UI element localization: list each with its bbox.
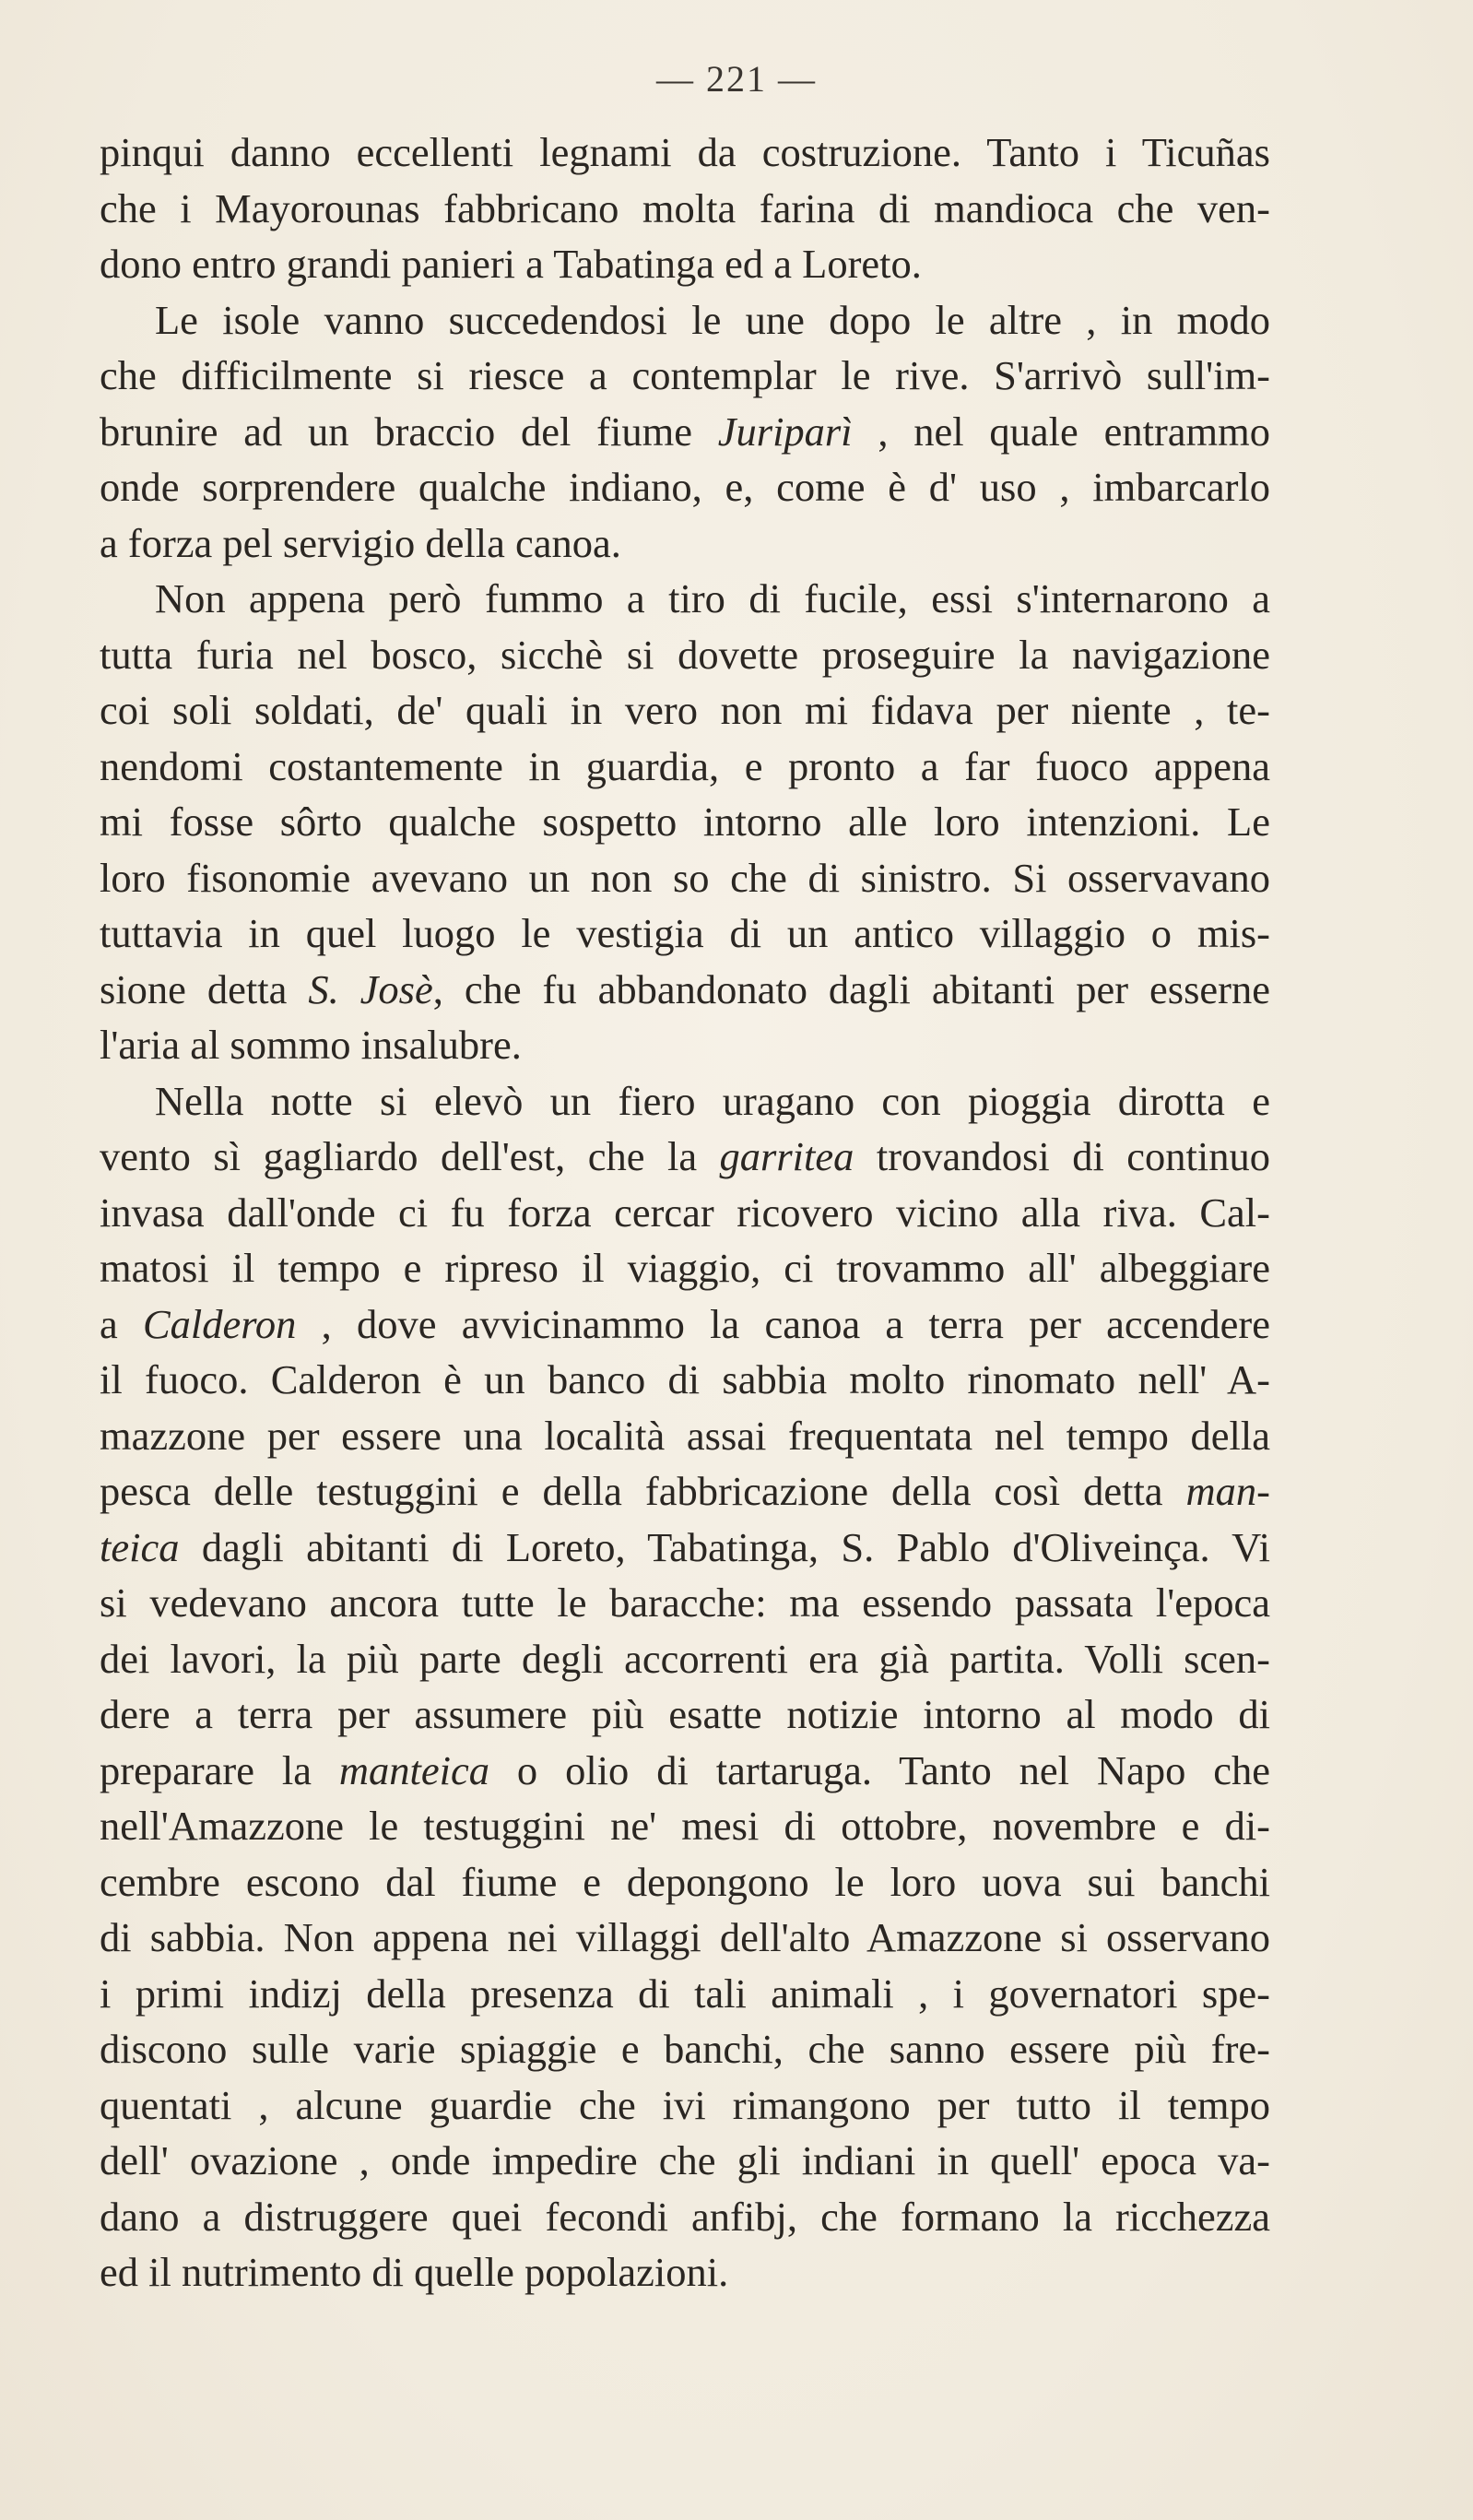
text-line: ed il nutrimento di quelle popolazioni. [100,2249,729,2295]
text-line: vento sì gagliardo dell'est, che la garritea trovandosi di continuo [100,1133,1270,1179]
text-line: Le isole vanno succedendosi le une dopo le altre , in modo [155,296,1270,343]
italic-term: man- [1185,1468,1270,1514]
text-line: teica dagli abitanti di Loreto, Tabatinga, S. Pablo d'Oliveinça. Vi [100,1523,1270,1570]
text-line: Nella notte si elevò un fiero uragano con pioggia dirotta e [155,1077,1270,1124]
text-line: sione detta S. Josè, che fu abbandonato dagli abitanti per esserne [100,965,1270,1012]
page-number: — 221 — [656,58,817,100]
text-line: mi fosse sôrto qualche sospetto intorno alle loro intenzioni. Le [100,799,1270,845]
text-line: matosi il tempo e ripreso il viaggio, ci trovammo all' albeggiare [100,1245,1270,1291]
text-line: che i Mayorounas fabbricano molta farina di mandioca che ven- [100,184,1270,231]
paragraph [100,571,1270,1073]
text-line: mazzone per essere una località assai frequentata nel tempo della [100,1412,1270,1459]
italic-term: Calderon [142,1300,297,1347]
text-line: cembre escono dal fiume e depongono le loro uova sui banchi [100,1858,1270,1905]
text-line: dei lavori, la più parte degli accorrenti era già partita. Volli scen- [100,1635,1270,1682]
text-line: dere a terra per assumere più esatte notizie intorno al modo di [100,1691,1270,1737]
text-line: di sabbia. Non appena nei villaggi dell'alto Amazzone si osservano [100,1914,1270,1960]
text-line: tutta furia nel bosco, sicchè si dovette proseguire la navigazione [100,631,1270,678]
italic-term: teica [100,1523,180,1570]
text-line: che difficilmente si riesce a contemplar le rive. S'arrivò sull'im- [100,352,1270,398]
text-line: a Calderon , dove avvicinammo la canoa a terra per accendere [100,1300,1270,1347]
body-text [100,124,1270,2301]
text-line: loro fisonomie avevano un non so che di sinistro. Si osservavano [100,854,1270,901]
text-line: a forza pel servigio della canoa. [100,519,621,566]
text-line: preparare la manteica o olio di tartaruga. Tanto nel Napo che [100,1746,1270,1793]
text-line: dano a distruggere quei fecondi anfibj, che formano la ricchezza [100,2193,1270,2240]
paragraph [100,292,1270,572]
italic-term: manteica [338,1746,490,1793]
text-line: tuttavia in quel luogo le vestigia di un antico villaggio o mis- [100,910,1270,956]
paragraph [100,124,1270,292]
text-line: brunire ad un braccio del fiume Juriparì , nel quale entrammo [100,408,1270,455]
text-line: i primi indizj della presenza di tali animali , i governatori spe- [100,1970,1270,2017]
text-line: quentati , alcune guardie che ivi rimangono per tutto il tempo [100,2081,1270,2128]
text-line: dono entro grandi panieri a Tabatinga ed a Loreto. [100,241,922,287]
text-line: coi soli soldati, de' quali in vero non mi fidava per niente , te- [100,687,1270,733]
text-line: il fuoco. Calderon è un banco di sabbia molto rinomato nell' A- [100,1356,1270,1402]
text-line: invasa dall'onde ci fu forza cercar ricovero vicino alla riva. Cal- [100,1189,1270,1236]
text-line: nell'Amazzone le testuggini ne' mesi di ottobre, novembre e di- [100,1803,1270,1849]
text-line: si vedevano ancora tutte le baracche: ma essendo passata l'epoca [100,1579,1270,1626]
text-line: pinqui danno eccellenti legnami da costruzione. Tanto i Ticuñas [100,129,1270,175]
paragraph [100,1073,1270,2301]
text-line: discono sulle varie spiaggie e banchi, che sanno essere più fre- [100,2026,1270,2072]
text-line: dell' ovazione , onde impedire che gli indiani in quell' epoca va- [100,2137,1270,2183]
italic-term: garritea [719,1133,854,1179]
italic-term: S. Josè [308,965,433,1012]
italic-term: Juriparì [717,408,853,455]
text-line: onde sorprendere qualche indiano, e, come è d' uso , imbarcarlo [100,464,1270,510]
text-line: l'aria al sommo insalubre. [100,1022,522,1068]
text-line: pesca delle testuggini e della fabbricazione della così detta man- [100,1468,1270,1514]
text-line: nendomi costantemente in guardia, e pronto a far fuoco appena [100,742,1270,789]
text-line: Non appena però fummo a tiro di fucile, essi s'internarono a [155,575,1270,621]
